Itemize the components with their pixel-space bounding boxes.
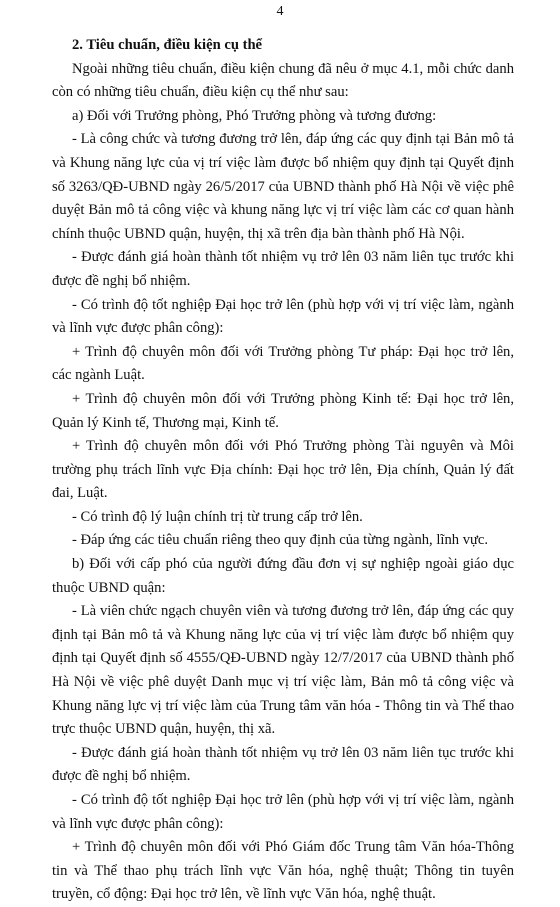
paragraph: Ngoài những tiêu chuẩn, điều kiện chung đã nêu ở mục 4.1, mỗi chức danh còn có những tiêu chuẩn, điều kiện cụ thể như sau: xyxy=(52,60,514,101)
paragraph: + Trình độ chuyên môn đối với Trưởng phòng Kinh tế: Đại học trở lên, Quản lý Kinh tế, Thương mại, Kinh tế. xyxy=(52,390,514,431)
paragraph: - Có trình độ tốt nghiệp Đại học trở lên (phù hợp với vị trí việc làm, ngành và lĩnh vực được phân công): xyxy=(52,296,514,337)
section-heading: 2. Tiêu chuẩn, điều kiện cụ thể xyxy=(72,37,263,53)
paragraph: - Được đánh giá hoàn thành tốt nhiệm vụ trở lên 03 năm liên tục trước khi được đề nghị bổ nhiệm. xyxy=(52,249,514,289)
paragraph: - Có trình độ tốt nghiệp Đại học trở lên (phù hợp với vị trí việc làm, ngành và lĩnh vực được phân công): xyxy=(52,792,514,832)
paragraph: - Là viên chức ngạch chuyên viên và tương đương trở lên, đáp ứng các quy định tại Bản mô tả và Khung năng lực của vị trí việc làm được bổ nhiệm quy định tại Quyết định số 4555/QĐ-UBND ngày 12/7/2017 của UBND thành phố Hà Nội về việc phê duyệt Danh mục vị trí việc làm, Bản mô tả công việc và Khung năng lực vị trí việc làm của Trung tâm văn hóa - Thông tin và Thể thao trực thuộc UBND quận, huyện, thị xã. xyxy=(52,603,514,738)
paragraph: - Đáp ứng các tiêu chuẩn riêng theo quy định của từng ngành, lĩnh vực. xyxy=(72,532,489,549)
paragraph: a) Đối với Trưởng phòng, Phó Trưởng phòng và tương đương: xyxy=(72,107,437,124)
document-body xyxy=(52,34,514,907)
paragraph: - Là công chức và tương đương trở lên, đáp ứng các quy định tại Bản mô tả và Khung năng lực của vị trí việc làm được bổ nhiệm quy định tại Quyết định số 3263/QĐ-UBND ngày 26/5/2017 của UBND thành phố Hà Nội về việc phê duyệt Bản mô tả công việc và khung năng lực vị trí việc làm các cơ quan hành chính thuộc UBND quận, huyện, thị xã trên địa bàn thành phố Hà Nội. xyxy=(52,131,514,242)
paragraph: + Trình độ chuyên môn đối với Trưởng phòng Tư pháp: Đại học trở lên, các ngành Luật. xyxy=(52,343,514,384)
paragraph: + Trình độ chuyên môn đối với Phó Trưởng phòng Tài nguyên và Môi trường phụ trách lĩnh vực Địa chính: Đại học trở lên, Địa chính, Quản lý đất đai, Luật. xyxy=(52,438,514,502)
page-number: 4 xyxy=(276,4,284,19)
paragraph: + Trình độ chuyên môn đối với Phó Giám đốc Trung tâm Văn hóa-Thông tin và Thể thao phụ trách lĩnh vực Văn hóa, nghệ thuật; Thông tin tuyên truyền, cổ động: Đại học trở lên, về lĩnh vực Văn hóa, nghệ thuật. xyxy=(52,839,514,903)
paragraph: - Được đánh giá hoàn thành tốt nhiệm vụ trở lên 03 năm liên tục trước khi được đề nghị bổ nhiệm. xyxy=(52,744,514,785)
paragraph: b) Đối với cấp phó của người đứng đầu đơn vị sự nghiệp ngoài giáo dục thuộc UBND quận: xyxy=(52,556,514,596)
paragraph: - Có trình độ lý luận chính trị từ trung cấp trở lên. xyxy=(72,508,363,525)
